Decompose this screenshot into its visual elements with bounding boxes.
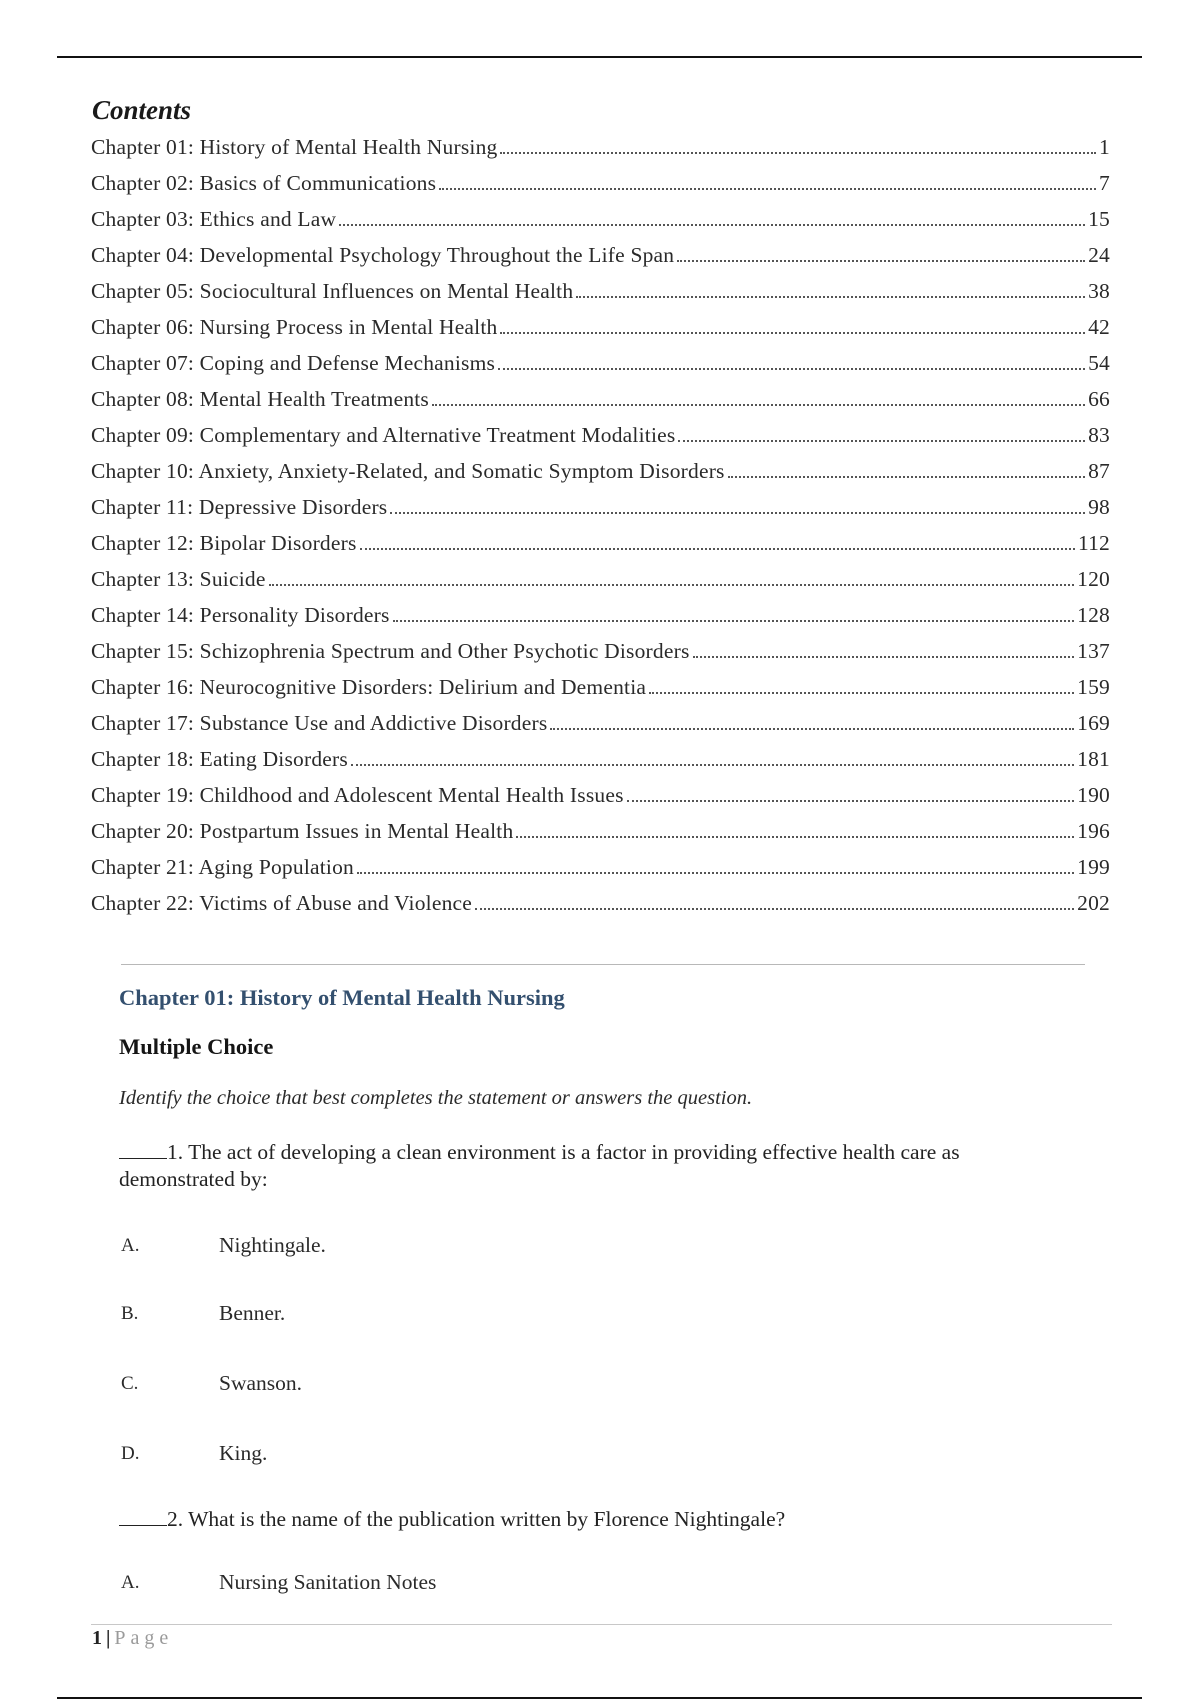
page-footer (92, 1627, 173, 1650)
toc-entry-page: 128 (1077, 603, 1110, 627)
chapter-heading: Chapter 01: History of Mental Health Nursing (119, 985, 565, 1010)
toc-entry-page: 202 (1077, 891, 1110, 915)
toc-leader (500, 152, 1096, 154)
toc-entry-page: 83 (1088, 423, 1110, 447)
toc-entry-label: Chapter 08: Mental Health Treatments (91, 387, 430, 411)
answer-blank[interactable] (119, 1509, 167, 1526)
footer-page-number: 1 (92, 1627, 102, 1649)
option-text: Nursing Sanitation Notes (219, 1570, 437, 1594)
toc-leader (357, 872, 1074, 874)
option-letter: C. (121, 1373, 139, 1394)
toc-entry-page: 190 (1077, 783, 1110, 807)
toc-entry[interactable] (91, 304, 1110, 340)
toc-leader (439, 188, 1096, 190)
question-text: 2. What is the name of the publication written by Florence Nightingale? (167, 1507, 786, 1531)
option-letter: B. (121, 1303, 139, 1324)
section-divider (121, 964, 1085, 965)
footer-rule (91, 1624, 1112, 1625)
toc-entry-page: 66 (1088, 387, 1110, 411)
toc-entry-page: 169 (1077, 711, 1110, 735)
toc-entry[interactable] (91, 844, 1110, 880)
question-2 (119, 1506, 999, 1533)
toc-entry-page: 98 (1088, 495, 1110, 519)
toc-entry[interactable] (91, 700, 1110, 736)
toc-entry-label: Chapter 09: Complementary and Alternative Treatment Modalities (91, 423, 676, 447)
toc-leader (269, 584, 1075, 586)
toc-entry-label: Chapter 05: Sociocultural Influences on Mental Health (91, 279, 574, 303)
option-text: Swanson. (219, 1371, 303, 1395)
toc-entry-page: 42 (1088, 315, 1110, 339)
toc-entry-page: 54 (1088, 351, 1110, 375)
toc-entry-label: Chapter 14: Personality Disorders (91, 603, 390, 627)
toc-entry-label: Chapter 01: History of Mental Health Nursing (91, 135, 498, 159)
toc-leader (576, 296, 1085, 298)
toc-entry-label: Chapter 12: Bipolar Disorders (91, 531, 357, 555)
toc-entry-page: 159 (1077, 675, 1110, 699)
toc-entry-label: Chapter 03: Ethics and Law (91, 207, 337, 231)
toc-leader (432, 404, 1085, 406)
toc-entry-page: 196 (1077, 819, 1110, 843)
toc-entry[interactable] (91, 340, 1110, 376)
toc-entry-page: 87 (1088, 459, 1110, 483)
toc-leader (693, 656, 1075, 658)
toc-entry-label: Chapter 20: Postpartum Issues in Mental Health (91, 819, 514, 843)
toc-leader (500, 332, 1085, 334)
toc-entry-page: 181 (1077, 747, 1110, 771)
toc-leader (677, 260, 1085, 262)
bottom-rule (57, 1697, 1142, 1699)
option-letter: A. (121, 1572, 140, 1593)
option-text: King. (219, 1441, 268, 1465)
toc-leader (550, 728, 1074, 730)
top-rule (57, 56, 1142, 58)
toc-entry[interactable] (91, 268, 1110, 304)
toc-entry[interactable] (91, 664, 1110, 700)
toc-entry[interactable] (91, 736, 1110, 772)
toc-entry-label: Chapter 07: Coping and Defense Mechanisms (91, 351, 496, 375)
toc-leader (516, 836, 1074, 838)
toc-entry[interactable] (91, 412, 1110, 448)
toc-entry-label: Chapter 21: Aging Population (91, 855, 354, 879)
toc-entry-label: Chapter 18: Eating Disorders (91, 747, 348, 771)
toc-entry[interactable] (91, 556, 1110, 592)
toc-leader (351, 764, 1074, 766)
toc-entry-label: Chapter 10: Anxiety, Anxiety-Related, and Somatic Symptom Disorders (91, 459, 725, 483)
option-text: Nightingale. (219, 1233, 326, 1257)
footer-separator: | (106, 1627, 111, 1649)
toc-entry-label: Chapter 15: Schizophrenia Spectrum and Other Psychotic Disorders (91, 639, 690, 663)
toc-title: Contents (92, 95, 192, 125)
toc-entry-page: 199 (1077, 855, 1110, 879)
option-letter: A. (121, 1235, 140, 1256)
toc-entry-label: Chapter 11: Depressive Disorders (91, 495, 388, 519)
toc-entry[interactable] (91, 160, 1110, 196)
toc-entry-page: 7 (1099, 171, 1110, 195)
footer-page-label: Page (114, 1627, 174, 1649)
table-of-contents (91, 124, 1110, 916)
toc-entry-page: 120 (1077, 567, 1110, 591)
toc-entry-label: Chapter 02: Basics of Communications (91, 171, 437, 195)
toc-entry-label: Chapter 13: Suicide (91, 567, 266, 591)
toc-entry-label: Chapter 17: Substance Use and Addictive Disorders (91, 711, 548, 735)
toc-entry-label: Chapter 04: Developmental Psychology Throughout the Life Span (91, 243, 675, 267)
toc-entry-page: 137 (1077, 639, 1110, 663)
toc-entry-page: 24 (1088, 243, 1110, 267)
toc-entry[interactable] (91, 376, 1110, 412)
answer-blank[interactable] (119, 1142, 167, 1159)
question-1 (119, 1139, 999, 1193)
toc-entry-page: 1 (1099, 135, 1110, 159)
toc-entry[interactable] (91, 484, 1110, 520)
toc-leader (393, 620, 1075, 622)
toc-entry[interactable] (91, 124, 1110, 160)
toc-entry[interactable] (91, 592, 1110, 628)
question-text: 1. The act of developing a clean environment is a factor in providing effective health care as demonstrated by: (119, 1140, 960, 1191)
toc-leader (339, 224, 1085, 226)
toc-entry-page: 112 (1077, 531, 1110, 555)
toc-leader (649, 692, 1074, 694)
toc-entry-label: Chapter 16: Neurocognitive Disorders: Delirium and Dementia (91, 675, 647, 699)
toc-leader (475, 908, 1074, 910)
toc-leader (390, 512, 1085, 514)
instructions-text: Identify the choice that best completes the statement or answers the question. (119, 1087, 753, 1109)
toc-entry[interactable] (91, 448, 1110, 484)
toc-leader (498, 368, 1085, 370)
option-letter: D. (121, 1443, 140, 1464)
toc-entry-label: Chapter 22: Victims of Abuse and Violence (91, 891, 473, 915)
toc-entry[interactable] (91, 520, 1110, 556)
toc-leader (627, 800, 1074, 802)
toc-entry-page: 15 (1088, 207, 1110, 231)
toc-entry[interactable] (91, 880, 1110, 916)
toc-entry[interactable] (91, 196, 1110, 232)
toc-entry-label: Chapter 06: Nursing Process in Mental Health (91, 315, 498, 339)
toc-entry-label: Chapter 19: Childhood and Adolescent Mental Health Issues (91, 783, 624, 807)
toc-entry[interactable] (91, 628, 1110, 664)
toc-leader (728, 476, 1085, 478)
section-heading: Multiple Choice (119, 1034, 274, 1059)
toc-entry[interactable] (91, 772, 1110, 808)
toc-leader (678, 440, 1085, 442)
toc-entry-page: 38 (1088, 279, 1110, 303)
toc-entry[interactable] (91, 808, 1110, 844)
option-text: Benner. (219, 1301, 286, 1325)
toc-entry[interactable] (91, 232, 1110, 268)
toc-leader (360, 548, 1075, 550)
